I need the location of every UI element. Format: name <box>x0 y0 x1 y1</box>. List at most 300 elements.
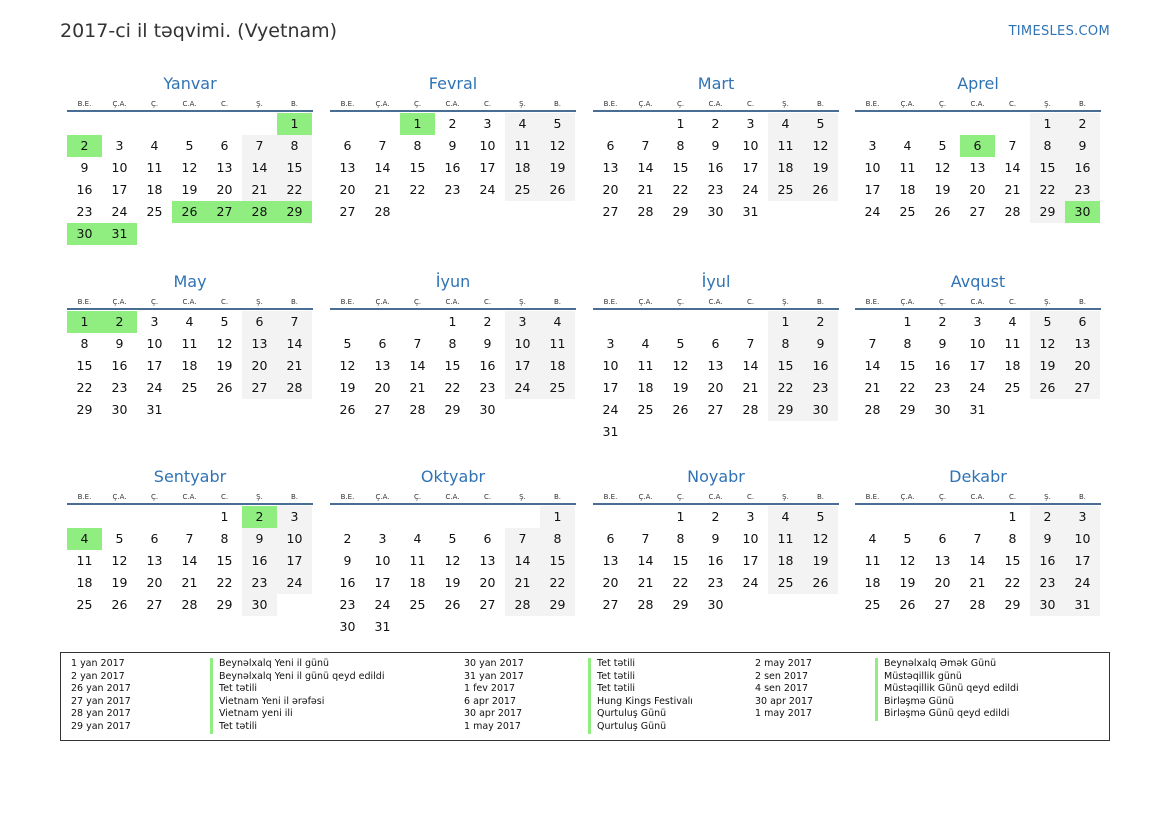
day-cell[interactable]: 25 <box>637 402 654 417</box>
day-cell[interactable]: 18 <box>637 380 654 395</box>
day-cell[interactable]: 19 <box>1030 355 1065 377</box>
day-cell[interactable]: 4 <box>1008 314 1017 329</box>
day-cell[interactable]: 10 <box>146 336 163 351</box>
day-cell[interactable]: 24 <box>479 182 496 197</box>
day-cell[interactable]: 11 <box>181 336 198 351</box>
day-cell[interactable]: 9 <box>115 336 124 351</box>
day-cell[interactable]: 11 <box>505 135 540 157</box>
day-cell[interactable]: 23 <box>803 377 838 399</box>
day-cell[interactable]: 5 <box>803 506 838 528</box>
day-cell[interactable]: 13 <box>479 553 496 568</box>
day-cell[interactable]: 12 <box>339 358 356 373</box>
day-cell[interactable]: 22 <box>409 182 426 197</box>
day-cell[interactable]: 1 <box>540 506 575 528</box>
day-cell[interactable]: 17 <box>277 550 312 572</box>
day-cell[interactable]: 13 <box>146 553 163 568</box>
day-cell[interactable]: 4 <box>150 138 159 153</box>
day-cell[interactable]: 11 <box>409 553 426 568</box>
day-cell[interactable]: 27 <box>146 597 163 612</box>
day-cell[interactable]: 7 <box>746 336 755 351</box>
day-cell[interactable]: 8 <box>277 135 312 157</box>
day-cell[interactable]: 6 <box>1065 311 1100 333</box>
day-cell[interactable]: 22 <box>1004 575 1021 590</box>
day-cell[interactable]: 23 <box>111 380 128 395</box>
day-cell[interactable]: 3 <box>746 116 755 131</box>
day-cell[interactable]: 4 <box>903 138 912 153</box>
day-cell[interactable]: 18 <box>768 157 803 179</box>
day-cell[interactable]: 27 <box>1065 377 1100 399</box>
day-cell[interactable]: 17 <box>146 358 163 373</box>
day-cell[interactable]: 1 <box>220 509 229 524</box>
day-cell[interactable]: 9 <box>242 528 277 550</box>
day-cell[interactable]: 28 <box>1004 204 1021 219</box>
day-cell[interactable]: 17 <box>864 182 881 197</box>
holiday-day-cell[interactable]: 4 <box>67 528 102 550</box>
day-cell[interactable]: 24 <box>374 597 391 612</box>
day-cell[interactable]: 7 <box>641 531 650 546</box>
day-cell[interactable]: 20 <box>969 182 986 197</box>
day-cell[interactable]: 16 <box>707 160 724 175</box>
day-cell[interactable]: 16 <box>111 358 128 373</box>
day-cell[interactable]: 14 <box>637 553 654 568</box>
day-cell[interactable]: 29 <box>76 402 93 417</box>
day-cell[interactable]: 14 <box>1004 160 1021 175</box>
holiday-day-cell[interactable]: 1 <box>400 113 435 135</box>
day-cell[interactable]: 22 <box>1030 179 1065 201</box>
day-cell[interactable]: 11 <box>637 358 654 373</box>
day-cell[interactable]: 27 <box>242 377 277 399</box>
day-cell[interactable]: 16 <box>339 575 356 590</box>
day-cell[interactable]: 12 <box>1030 333 1065 355</box>
day-cell[interactable]: 16 <box>803 355 838 377</box>
day-cell[interactable]: 27 <box>934 597 951 612</box>
day-cell[interactable]: 5 <box>938 138 947 153</box>
day-cell[interactable]: 8 <box>413 138 422 153</box>
day-cell[interactable]: 14 <box>374 160 391 175</box>
day-cell[interactable]: 30 <box>1030 594 1065 616</box>
day-cell[interactable]: 3 <box>150 314 159 329</box>
day-cell[interactable]: 4 <box>768 506 803 528</box>
day-cell[interactable]: 19 <box>803 550 838 572</box>
day-cell[interactable]: 12 <box>216 336 233 351</box>
day-cell[interactable]: 4 <box>641 336 650 351</box>
day-cell[interactable]: 12 <box>934 160 951 175</box>
day-cell[interactable]: 3 <box>378 531 387 546</box>
day-cell[interactable]: 22 <box>672 182 689 197</box>
day-cell[interactable]: 14 <box>742 358 759 373</box>
day-cell[interactable]: 16 <box>934 358 951 373</box>
day-cell[interactable]: 1 <box>903 314 912 329</box>
day-cell[interactable]: 24 <box>969 380 986 395</box>
holiday-day-cell[interactable]: 2 <box>102 311 137 333</box>
day-cell[interactable]: 11 <box>864 553 881 568</box>
day-cell[interactable]: 23 <box>707 575 724 590</box>
day-cell[interactable]: 10 <box>374 553 391 568</box>
day-cell[interactable]: 2 <box>711 116 720 131</box>
day-cell[interactable]: 20 <box>242 355 277 377</box>
day-cell[interactable]: 18 <box>76 575 93 590</box>
day-cell[interactable]: 14 <box>277 333 312 355</box>
day-cell[interactable]: 29 <box>216 597 233 612</box>
day-cell[interactable]: 17 <box>742 553 759 568</box>
day-cell[interactable]: 25 <box>768 572 803 594</box>
day-cell[interactable]: 8 <box>768 333 803 355</box>
day-cell[interactable]: 30 <box>479 402 496 417</box>
day-cell[interactable]: 4 <box>540 311 575 333</box>
day-cell[interactable]: 28 <box>505 594 540 616</box>
holiday-day-cell[interactable]: 29 <box>277 201 312 223</box>
day-cell[interactable]: 11 <box>540 333 575 355</box>
day-cell[interactable]: 14 <box>242 157 277 179</box>
day-cell[interactable]: 21 <box>637 575 654 590</box>
day-cell[interactable]: 27 <box>969 204 986 219</box>
day-cell[interactable]: 10 <box>742 138 759 153</box>
day-cell[interactable]: 25 <box>864 597 881 612</box>
day-cell[interactable]: 23 <box>707 182 724 197</box>
day-cell[interactable]: 12 <box>111 553 128 568</box>
day-cell[interactable]: 10 <box>742 531 759 546</box>
day-cell[interactable]: 28 <box>742 402 759 417</box>
day-cell[interactable]: 25 <box>540 377 575 399</box>
day-cell[interactable]: 5 <box>1030 311 1065 333</box>
day-cell[interactable]: 19 <box>934 182 951 197</box>
day-cell[interactable]: 5 <box>448 531 457 546</box>
day-cell[interactable]: 12 <box>444 553 461 568</box>
day-cell[interactable]: 10 <box>277 528 312 550</box>
day-cell[interactable]: 21 <box>181 575 198 590</box>
day-cell[interactable]: 16 <box>444 160 461 175</box>
day-cell[interactable]: 2 <box>483 314 492 329</box>
day-cell[interactable]: 29 <box>768 399 803 421</box>
day-cell[interactable]: 8 <box>676 138 685 153</box>
day-cell[interactable]: 8 <box>448 336 457 351</box>
day-cell[interactable]: 3 <box>483 116 492 131</box>
day-cell[interactable]: 2 <box>711 509 720 524</box>
day-cell[interactable]: 24 <box>1065 572 1100 594</box>
day-cell[interactable]: 26 <box>672 402 689 417</box>
day-cell[interactable]: 6 <box>606 531 615 546</box>
day-cell[interactable]: 24 <box>742 182 759 197</box>
day-cell[interactable]: 7 <box>277 311 312 333</box>
day-cell[interactable]: 17 <box>505 355 540 377</box>
day-cell[interactable]: 24 <box>111 204 128 219</box>
day-cell[interactable]: 26 <box>111 597 128 612</box>
day-cell[interactable]: 20 <box>934 575 951 590</box>
day-cell[interactable]: 26 <box>899 597 916 612</box>
day-cell[interactable]: 23 <box>1030 572 1065 594</box>
day-cell[interactable]: 21 <box>1004 182 1021 197</box>
day-cell[interactable]: 17 <box>969 358 986 373</box>
day-cell[interactable]: 12 <box>672 358 689 373</box>
day-cell[interactable]: 21 <box>969 575 986 590</box>
day-cell[interactable]: 11 <box>768 528 803 550</box>
day-cell[interactable]: 13 <box>707 358 724 373</box>
day-cell[interactable]: 17 <box>602 380 619 395</box>
brand-link[interactable]: TIMESLES.COM <box>1008 24 1110 39</box>
day-cell[interactable]: 7 <box>973 531 982 546</box>
day-cell[interactable]: 21 <box>505 572 540 594</box>
day-cell[interactable]: 18 <box>505 157 540 179</box>
day-cell[interactable]: 20 <box>707 380 724 395</box>
day-cell[interactable]: 12 <box>803 135 838 157</box>
day-cell[interactable]: 5 <box>540 113 575 135</box>
day-cell[interactable]: 18 <box>540 355 575 377</box>
day-cell[interactable]: 10 <box>1065 528 1100 550</box>
day-cell[interactable]: 8 <box>1008 531 1017 546</box>
day-cell[interactable]: 21 <box>409 380 426 395</box>
day-cell[interactable]: 29 <box>1030 201 1065 223</box>
day-cell[interactable]: 6 <box>606 138 615 153</box>
day-cell[interactable]: 30 <box>707 597 724 612</box>
day-cell[interactable]: 31 <box>1065 594 1100 616</box>
day-cell[interactable]: 11 <box>768 135 803 157</box>
day-cell[interactable]: 5 <box>676 336 685 351</box>
day-cell[interactable]: 18 <box>899 182 916 197</box>
day-cell[interactable]: 8 <box>220 531 229 546</box>
day-cell[interactable]: 14 <box>409 358 426 373</box>
day-cell[interactable]: 14 <box>637 160 654 175</box>
day-cell[interactable]: 2 <box>343 531 352 546</box>
day-cell[interactable]: 27 <box>339 204 356 219</box>
day-cell[interactable]: 28 <box>409 402 426 417</box>
day-cell[interactable]: 22 <box>277 179 312 201</box>
day-cell[interactable]: 18 <box>864 575 881 590</box>
day-cell[interactable]: 9 <box>448 138 457 153</box>
holiday-day-cell[interactable]: 26 <box>172 201 207 223</box>
day-cell[interactable]: 19 <box>803 157 838 179</box>
day-cell[interactable]: 3 <box>1065 506 1100 528</box>
day-cell[interactable]: 9 <box>803 333 838 355</box>
day-cell[interactable]: 3 <box>868 138 877 153</box>
day-cell[interactable]: 31 <box>146 402 163 417</box>
day-cell[interactable]: 20 <box>146 575 163 590</box>
day-cell[interactable]: 3 <box>973 314 982 329</box>
holiday-day-cell[interactable]: 2 <box>242 506 277 528</box>
day-cell[interactable]: 4 <box>868 531 877 546</box>
day-cell[interactable]: 30 <box>111 402 128 417</box>
day-cell[interactable]: 28 <box>637 204 654 219</box>
day-cell[interactable]: 22 <box>444 380 461 395</box>
day-cell[interactable]: 8 <box>80 336 89 351</box>
day-cell[interactable]: 3 <box>115 138 124 153</box>
day-cell[interactable]: 25 <box>76 597 93 612</box>
day-cell[interactable]: 22 <box>672 575 689 590</box>
day-cell[interactable]: 29 <box>899 402 916 417</box>
day-cell[interactable]: 8 <box>903 336 912 351</box>
day-cell[interactable]: 29 <box>1004 597 1021 612</box>
day-cell[interactable]: 18 <box>146 182 163 197</box>
day-cell[interactable]: 26 <box>540 179 575 201</box>
day-cell[interactable]: 20 <box>1065 355 1100 377</box>
day-cell[interactable]: 13 <box>216 160 233 175</box>
day-cell[interactable]: 9 <box>80 160 89 175</box>
day-cell[interactable]: 19 <box>339 380 356 395</box>
day-cell[interactable]: 5 <box>115 531 124 546</box>
day-cell[interactable]: 25 <box>409 597 426 612</box>
day-cell[interactable]: 6 <box>343 138 352 153</box>
day-cell[interactable]: 3 <box>277 506 312 528</box>
day-cell[interactable]: 10 <box>602 358 619 373</box>
day-cell[interactable]: 28 <box>181 597 198 612</box>
day-cell[interactable]: 17 <box>479 160 496 175</box>
day-cell[interactable]: 16 <box>1030 550 1065 572</box>
day-cell[interactable]: 8 <box>1030 135 1065 157</box>
day-cell[interactable]: 25 <box>899 204 916 219</box>
day-cell[interactable]: 26 <box>803 179 838 201</box>
day-cell[interactable]: 29 <box>672 597 689 612</box>
day-cell[interactable]: 11 <box>76 553 93 568</box>
day-cell[interactable]: 6 <box>378 336 387 351</box>
day-cell[interactable]: 18 <box>1004 358 1021 373</box>
day-cell[interactable]: 15 <box>409 160 426 175</box>
day-cell[interactable]: 15 <box>672 160 689 175</box>
day-cell[interactable]: 6 <box>483 531 492 546</box>
day-cell[interactable]: 23 <box>242 572 277 594</box>
day-cell[interactable]: 22 <box>768 377 803 399</box>
day-cell[interactable]: 7 <box>868 336 877 351</box>
day-cell[interactable]: 31 <box>374 619 391 634</box>
day-cell[interactable]: 9 <box>711 138 720 153</box>
day-cell[interactable]: 9 <box>938 336 947 351</box>
day-cell[interactable]: 10 <box>479 138 496 153</box>
holiday-day-cell[interactable]: 27 <box>207 201 242 223</box>
day-cell[interactable]: 30 <box>934 402 951 417</box>
day-cell[interactable]: 1 <box>1008 509 1017 524</box>
holiday-day-cell[interactable]: 28 <box>242 201 277 223</box>
day-cell[interactable]: 6 <box>150 531 159 546</box>
day-cell[interactable]: 6 <box>711 336 720 351</box>
day-cell[interactable]: 26 <box>339 402 356 417</box>
day-cell[interactable]: 30 <box>707 204 724 219</box>
day-cell[interactable]: 20 <box>602 575 619 590</box>
day-cell[interactable]: 17 <box>374 575 391 590</box>
day-cell[interactable]: 15 <box>277 157 312 179</box>
day-cell[interactable]: 1 <box>676 509 685 524</box>
holiday-day-cell[interactable]: 6 <box>960 135 995 157</box>
day-cell[interactable]: 13 <box>1065 333 1100 355</box>
day-cell[interactable]: 4 <box>413 531 422 546</box>
day-cell[interactable]: 15 <box>444 358 461 373</box>
day-cell[interactable]: 21 <box>277 355 312 377</box>
day-cell[interactable]: 24 <box>505 377 540 399</box>
day-cell[interactable]: 24 <box>277 572 312 594</box>
day-cell[interactable]: 19 <box>111 575 128 590</box>
day-cell[interactable]: 13 <box>374 358 391 373</box>
day-cell[interactable]: 12 <box>803 528 838 550</box>
day-cell[interactable]: 7 <box>185 531 194 546</box>
day-cell[interactable]: 27 <box>707 402 724 417</box>
day-cell[interactable]: 10 <box>969 336 986 351</box>
day-cell[interactable]: 19 <box>672 380 689 395</box>
day-cell[interactable]: 15 <box>1004 553 1021 568</box>
day-cell[interactable]: 1 <box>768 311 803 333</box>
day-cell[interactable]: 8 <box>676 531 685 546</box>
day-cell[interactable]: 18 <box>768 550 803 572</box>
day-cell[interactable]: 30 <box>803 399 838 421</box>
day-cell[interactable]: 21 <box>242 179 277 201</box>
day-cell[interactable]: 7 <box>1008 138 1017 153</box>
day-cell[interactable]: 25 <box>1004 380 1021 395</box>
day-cell[interactable]: 23 <box>339 597 356 612</box>
day-cell[interactable]: 20 <box>479 575 496 590</box>
day-cell[interactable]: 16 <box>242 550 277 572</box>
day-cell[interactable]: 20 <box>216 182 233 197</box>
day-cell[interactable]: 20 <box>602 182 619 197</box>
day-cell[interactable]: 15 <box>672 553 689 568</box>
day-cell[interactable]: 9 <box>1030 528 1065 550</box>
day-cell[interactable]: 2 <box>448 116 457 131</box>
holiday-day-cell[interactable]: 31 <box>102 223 137 245</box>
day-cell[interactable]: 14 <box>864 358 881 373</box>
day-cell[interactable]: 11 <box>146 160 163 175</box>
day-cell[interactable]: 29 <box>672 204 689 219</box>
day-cell[interactable]: 28 <box>969 597 986 612</box>
day-cell[interactable]: 30 <box>339 619 356 634</box>
day-cell[interactable]: 15 <box>76 358 93 373</box>
day-cell[interactable]: 27 <box>374 402 391 417</box>
day-cell[interactable]: 14 <box>969 553 986 568</box>
day-cell[interactable]: 24 <box>742 575 759 590</box>
day-cell[interactable]: 2 <box>1065 113 1100 135</box>
day-cell[interactable]: 31 <box>742 204 759 219</box>
day-cell[interactable]: 14 <box>505 550 540 572</box>
day-cell[interactable]: 2 <box>803 311 838 333</box>
day-cell[interactable]: 12 <box>540 135 575 157</box>
day-cell[interactable]: 5 <box>185 138 194 153</box>
day-cell[interactable]: 7 <box>641 138 650 153</box>
day-cell[interactable]: 26 <box>803 572 838 594</box>
day-cell[interactable]: 18 <box>181 358 198 373</box>
day-cell[interactable]: 11 <box>899 160 916 175</box>
day-cell[interactable]: 26 <box>216 380 233 395</box>
day-cell[interactable]: 1 <box>448 314 457 329</box>
day-cell[interactable]: 14 <box>181 553 198 568</box>
day-cell[interactable]: 3 <box>505 311 540 333</box>
day-cell[interactable]: 13 <box>934 553 951 568</box>
day-cell[interactable]: 19 <box>540 157 575 179</box>
day-cell[interactable]: 12 <box>899 553 916 568</box>
day-cell[interactable]: 29 <box>444 402 461 417</box>
day-cell[interactable]: 7 <box>413 336 422 351</box>
day-cell[interactable]: 19 <box>216 358 233 373</box>
day-cell[interactable]: 9 <box>1065 135 1100 157</box>
day-cell[interactable]: 7 <box>378 138 387 153</box>
day-cell[interactable]: 23 <box>479 380 496 395</box>
day-cell[interactable]: 13 <box>602 160 619 175</box>
day-cell[interactable]: 25 <box>146 204 163 219</box>
day-cell[interactable]: 16 <box>1065 157 1100 179</box>
day-cell[interactable]: 24 <box>602 402 619 417</box>
day-cell[interactable]: 6 <box>938 531 947 546</box>
day-cell[interactable]: 30 <box>242 594 277 616</box>
holiday-day-cell[interactable]: 1 <box>277 113 312 135</box>
holiday-day-cell[interactable]: 1 <box>67 311 102 333</box>
day-cell[interactable]: 22 <box>76 380 93 395</box>
day-cell[interactable]: 21 <box>864 380 881 395</box>
day-cell[interactable]: 3 <box>746 509 755 524</box>
day-cell[interactable]: 2 <box>1030 506 1065 528</box>
day-cell[interactable]: 27 <box>479 597 496 612</box>
day-cell[interactable]: 28 <box>277 377 312 399</box>
day-cell[interactable]: 25 <box>181 380 198 395</box>
day-cell[interactable]: 15 <box>540 550 575 572</box>
day-cell[interactable]: 26 <box>1030 377 1065 399</box>
day-cell[interactable]: 22 <box>899 380 916 395</box>
day-cell[interactable]: 1 <box>1030 113 1065 135</box>
day-cell[interactable]: 16 <box>707 553 724 568</box>
day-cell[interactable]: 12 <box>181 160 198 175</box>
day-cell[interactable]: 13 <box>602 553 619 568</box>
